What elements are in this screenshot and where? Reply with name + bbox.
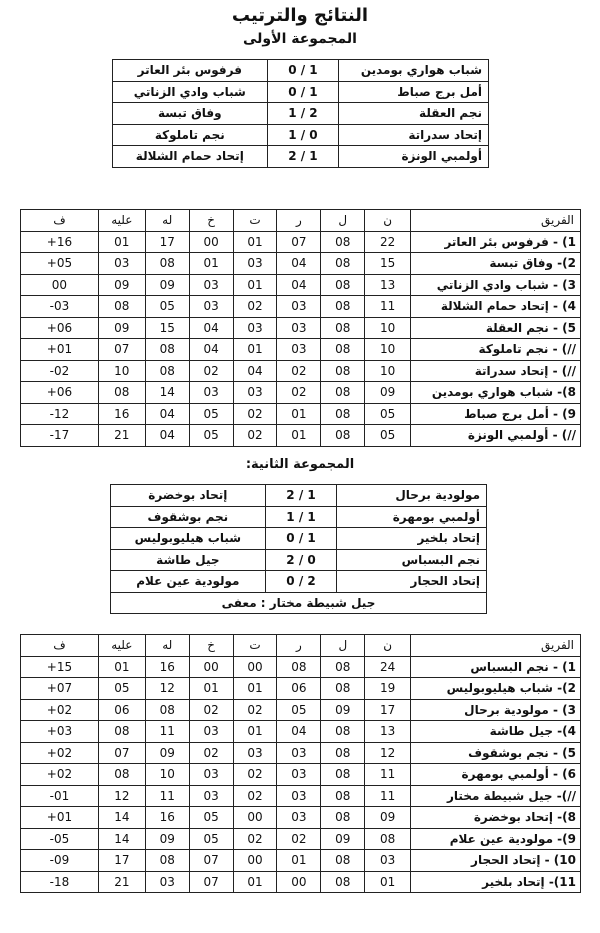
match-score: 2 / 0 — [265, 571, 337, 593]
won: 04 — [277, 721, 321, 743]
header-won: ر — [277, 635, 321, 657]
played: 08 — [321, 678, 365, 700]
drawn: 02 — [233, 403, 277, 425]
lost: 05 — [189, 807, 233, 829]
points: 15 — [365, 253, 411, 275]
match-row — [111, 506, 487, 528]
table-row — [21, 253, 581, 275]
points: 10 — [365, 317, 411, 339]
table-row — [21, 382, 581, 404]
goals-against: 09 — [98, 317, 145, 339]
match-score: 1 / 0 — [267, 60, 339, 82]
drawn: 00 — [233, 807, 277, 829]
goals-against: 09 — [98, 274, 145, 296]
drawn: 01 — [233, 871, 277, 893]
points: 11 — [365, 764, 411, 786]
lost: 04 — [189, 317, 233, 339]
table-row — [21, 274, 581, 296]
team-name: 2)- شباب هيليوبوليس — [411, 678, 581, 700]
team-name: 8)- إتحاد بوخضرة — [411, 807, 581, 829]
goal-difference: 15+ — [21, 656, 99, 678]
goal-difference: 03+ — [21, 721, 99, 743]
team-name: 8)- شباب هواري بومدين — [411, 382, 581, 404]
drawn: 01 — [233, 274, 277, 296]
won: 03 — [277, 296, 321, 318]
played: 08 — [321, 317, 365, 339]
home-team: نجم البسباس — [337, 549, 487, 571]
played: 08 — [321, 742, 365, 764]
team-name: 5) - نجم العقلة — [411, 317, 581, 339]
header-played: ل — [321, 210, 365, 232]
match-row — [111, 571, 487, 593]
lost: 03 — [189, 785, 233, 807]
header-points: ن — [365, 210, 411, 232]
points: 12 — [365, 742, 411, 764]
goals-against: 08 — [98, 721, 145, 743]
lost: 03 — [189, 764, 233, 786]
played: 08 — [321, 656, 365, 678]
table-row — [21, 721, 581, 743]
played: 08 — [321, 850, 365, 872]
page-title: النتائج والترتيب — [231, 5, 369, 26]
table-row — [21, 764, 581, 786]
points: 09 — [365, 382, 411, 404]
points: 11 — [365, 296, 411, 318]
goals-for: 09 — [145, 742, 189, 764]
goal-difference: 00 — [21, 274, 99, 296]
header-goals-against: عليه — [98, 210, 145, 232]
home-team: أولمبي الونزة — [339, 146, 489, 168]
match-score: 2 / 1 — [267, 103, 339, 125]
goals-against: 12 — [98, 785, 145, 807]
points: 09 — [365, 807, 411, 829]
goals-for: 09 — [145, 828, 189, 850]
team-name: 4) - إتحاد حمام الشلالة — [411, 296, 581, 318]
standings-header-row — [21, 635, 581, 657]
goal-difference: 09- — [21, 850, 99, 872]
team-name: 9) - أمل برج صباط — [411, 403, 581, 425]
goals-against: 06 — [98, 699, 145, 721]
exempt-note: جيل شبيطة مختار : معفى — [111, 592, 487, 614]
won: 08 — [277, 656, 321, 678]
drawn: 03 — [233, 317, 277, 339]
goal-difference: 05+ — [21, 253, 99, 275]
goals-for: 16 — [145, 656, 189, 678]
drawn: 02 — [233, 296, 277, 318]
goal-difference: 05- — [21, 828, 99, 850]
goals-against: 14 — [98, 828, 145, 850]
points: 01 — [365, 871, 411, 893]
table-row — [21, 296, 581, 318]
won: 02 — [277, 382, 321, 404]
header-goal-difference: ف — [21, 635, 99, 657]
points: 08 — [365, 828, 411, 850]
away-team: فرفوس بئر العاتر — [113, 60, 268, 82]
match-score: 1 / 0 — [265, 528, 337, 550]
won: 05 — [277, 699, 321, 721]
played: 08 — [321, 360, 365, 382]
goals-for: 15 — [145, 317, 189, 339]
goal-difference: 02+ — [21, 699, 99, 721]
points: 22 — [365, 231, 411, 253]
team-name: //) - أولمبي الونزة — [411, 425, 581, 447]
header-drawn: ت — [233, 635, 277, 657]
drawn: 03 — [233, 742, 277, 764]
lost: 01 — [189, 678, 233, 700]
won: 03 — [277, 317, 321, 339]
table-row — [21, 403, 581, 425]
lost: 03 — [189, 382, 233, 404]
goal-difference: 17- — [21, 425, 99, 447]
match-score: 1 / 2 — [265, 485, 337, 507]
points: 13 — [365, 721, 411, 743]
goals-against: 08 — [98, 764, 145, 786]
lost: 02 — [189, 360, 233, 382]
played: 09 — [321, 828, 365, 850]
played: 08 — [321, 339, 365, 361]
played: 08 — [321, 403, 365, 425]
won: 02 — [277, 360, 321, 382]
drawn: 01 — [233, 231, 277, 253]
goal-difference: 06+ — [21, 317, 99, 339]
team-name: //) - نجم تاملوكة — [411, 339, 581, 361]
exempt-row — [111, 592, 487, 614]
header-goals-for: له — [145, 210, 189, 232]
played: 08 — [321, 721, 365, 743]
header-drawn: ت — [233, 210, 277, 232]
goal-difference: 18- — [21, 871, 99, 893]
goals-for: 09 — [145, 274, 189, 296]
away-team: نجم تاملوكة — [113, 124, 268, 146]
team-name: 10) - إتحاد الحجار — [411, 850, 581, 872]
table-row — [21, 339, 581, 361]
drawn: 01 — [233, 721, 277, 743]
away-team: نجم بوشقوف — [111, 506, 266, 528]
team-name: 11)- إتحاد بلخير — [411, 871, 581, 893]
goals-for: 05 — [145, 296, 189, 318]
table-row — [21, 656, 581, 678]
played: 08 — [321, 785, 365, 807]
team-name: 4)- جيل طاشة — [411, 721, 581, 743]
home-team: نجم العقلة — [339, 103, 489, 125]
goals-against: 10 — [98, 360, 145, 382]
goals-for: 11 — [145, 785, 189, 807]
match-row — [113, 124, 489, 146]
goals-against: 14 — [98, 807, 145, 829]
goals-for: 08 — [145, 339, 189, 361]
goal-difference: 16+ — [21, 231, 99, 253]
won: 03 — [277, 807, 321, 829]
team-name: 2)- وفاق تبسة — [411, 253, 581, 275]
team-name: 9)- مولودية عين علام — [411, 828, 581, 850]
goals-for: 16 — [145, 807, 189, 829]
played: 08 — [321, 425, 365, 447]
match-row — [113, 60, 489, 82]
goals-for: 08 — [145, 699, 189, 721]
home-team: أولمبي بومهرة — [337, 506, 487, 528]
lost: 01 — [189, 253, 233, 275]
lost: 07 — [189, 871, 233, 893]
points: 05 — [365, 403, 411, 425]
goal-difference: 02+ — [21, 764, 99, 786]
home-team: إتحاد الحجار — [337, 571, 487, 593]
goals-for: 11 — [145, 721, 189, 743]
match-score: 0 / 1 — [267, 124, 339, 146]
group2-standings-table — [20, 634, 581, 893]
goals-against: 01 — [98, 231, 145, 253]
goals-for: 10 — [145, 764, 189, 786]
away-team: شباب هيليوبوليس — [111, 528, 266, 550]
group1-standings-table — [20, 209, 581, 447]
header-goals-for: له — [145, 635, 189, 657]
lost: 00 — [189, 231, 233, 253]
group2-results-table — [110, 484, 487, 614]
lost: 05 — [189, 403, 233, 425]
team-name: 6) - أولمبي بومهرة — [411, 764, 581, 786]
goals-against: 08 — [98, 382, 145, 404]
table-row — [21, 425, 581, 447]
table-row — [21, 807, 581, 829]
home-team: شباب هواري بومدين — [339, 60, 489, 82]
away-team: شباب وادي الزناتي — [113, 81, 268, 103]
drawn: 03 — [233, 382, 277, 404]
goals-for: 03 — [145, 871, 189, 893]
table-row — [21, 742, 581, 764]
played: 08 — [321, 871, 365, 893]
won: 03 — [277, 785, 321, 807]
points: 11 — [365, 785, 411, 807]
group1-results-table — [112, 59, 489, 168]
lost: 05 — [189, 425, 233, 447]
group2-title: المجموعة الثانية: — [245, 457, 355, 472]
away-team: إتحاد حمام الشلالة — [113, 146, 268, 168]
points: 10 — [365, 360, 411, 382]
goals-against: 03 — [98, 253, 145, 275]
drawn: 01 — [233, 339, 277, 361]
table-row — [21, 360, 581, 382]
table-row — [21, 699, 581, 721]
won: 03 — [277, 764, 321, 786]
match-row — [113, 146, 489, 168]
match-score: 1 / 2 — [267, 146, 339, 168]
header-points: ن — [365, 635, 411, 657]
goal-difference: 12- — [21, 403, 99, 425]
goal-difference: 01+ — [21, 807, 99, 829]
drawn: 02 — [233, 425, 277, 447]
table-row — [21, 785, 581, 807]
goals-against: 21 — [98, 425, 145, 447]
match-score: 1 / 1 — [265, 506, 337, 528]
played: 08 — [321, 253, 365, 275]
team-name: //)- جيل شبيطة مختار — [411, 785, 581, 807]
team-name: 3) - شباب وادي الزناتي — [411, 274, 581, 296]
header-team-name: الفريق — [411, 210, 581, 232]
home-team: مولودية برحال — [337, 485, 487, 507]
played: 09 — [321, 699, 365, 721]
goals-for: 12 — [145, 678, 189, 700]
drawn: 02 — [233, 764, 277, 786]
goals-for: 14 — [145, 382, 189, 404]
goals-for: 08 — [145, 253, 189, 275]
drawn: 00 — [233, 656, 277, 678]
lost: 00 — [189, 656, 233, 678]
drawn: 01 — [233, 678, 277, 700]
match-row — [111, 528, 487, 550]
drawn: 03 — [233, 253, 277, 275]
won: 03 — [277, 339, 321, 361]
match-row — [111, 485, 487, 507]
goals-for: 04 — [145, 425, 189, 447]
standings-header-row — [21, 210, 581, 232]
points: 13 — [365, 274, 411, 296]
group1-title: المجموعة الأولى — [243, 31, 357, 47]
won: 00 — [277, 871, 321, 893]
goals-against: 07 — [98, 742, 145, 764]
goals-against: 08 — [98, 296, 145, 318]
points: 24 — [365, 656, 411, 678]
team-name: 1) - فرفوس بئر العاتر — [411, 231, 581, 253]
match-row — [113, 81, 489, 103]
lost: 05 — [189, 828, 233, 850]
goal-difference: 01+ — [21, 339, 99, 361]
points: 17 — [365, 699, 411, 721]
table-row — [21, 850, 581, 872]
away-team: مولودية عين علام — [111, 571, 266, 593]
table-row — [21, 231, 581, 253]
match-row — [113, 103, 489, 125]
points: 19 — [365, 678, 411, 700]
lost: 04 — [189, 339, 233, 361]
played: 08 — [321, 274, 365, 296]
played: 08 — [321, 382, 365, 404]
header-lost: خ — [189, 635, 233, 657]
played: 08 — [321, 296, 365, 318]
goals-for: 08 — [145, 850, 189, 872]
lost: 03 — [189, 721, 233, 743]
drawn: 02 — [233, 699, 277, 721]
goal-difference: 06+ — [21, 382, 99, 404]
team-name: 1) - نجم البسباس — [411, 656, 581, 678]
goal-difference: 02+ — [21, 742, 99, 764]
header-lost: خ — [189, 210, 233, 232]
drawn: 02 — [233, 828, 277, 850]
won: 07 — [277, 231, 321, 253]
drawn: 04 — [233, 360, 277, 382]
table-row — [21, 871, 581, 893]
lost: 07 — [189, 850, 233, 872]
lost: 03 — [189, 274, 233, 296]
played: 08 — [321, 807, 365, 829]
away-team: جيل طاشة — [111, 549, 266, 571]
drawn: 00 — [233, 850, 277, 872]
won: 01 — [277, 425, 321, 447]
played: 08 — [321, 231, 365, 253]
won: 04 — [277, 253, 321, 275]
won: 06 — [277, 678, 321, 700]
goals-against: 01 — [98, 656, 145, 678]
points: 05 — [365, 425, 411, 447]
goals-against: 21 — [98, 871, 145, 893]
match-row — [111, 549, 487, 571]
home-team: إتحاد سدراتة — [339, 124, 489, 146]
header-team-name: الفريق — [411, 635, 581, 657]
home-team: أمل برج صباط — [339, 81, 489, 103]
goal-difference: 01- — [21, 785, 99, 807]
lost: 02 — [189, 699, 233, 721]
won: 04 — [277, 274, 321, 296]
goals-against: 16 — [98, 403, 145, 425]
lost: 03 — [189, 296, 233, 318]
goals-against: 17 — [98, 850, 145, 872]
goals-for: 04 — [145, 403, 189, 425]
header-played: ل — [321, 635, 365, 657]
team-name: //) - إتحاد سدراتة — [411, 360, 581, 382]
points: 03 — [365, 850, 411, 872]
goal-difference: 07+ — [21, 678, 99, 700]
header-won: ر — [277, 210, 321, 232]
goals-for: 17 — [145, 231, 189, 253]
drawn: 02 — [233, 785, 277, 807]
away-team: وفاق تبسة — [113, 103, 268, 125]
table-row — [21, 828, 581, 850]
header-goals-against: عليه — [98, 635, 145, 657]
lost: 02 — [189, 742, 233, 764]
goals-against: 05 — [98, 678, 145, 700]
won: 02 — [277, 828, 321, 850]
goal-difference: 02- — [21, 360, 99, 382]
won: 01 — [277, 850, 321, 872]
match-score: 1 / 0 — [267, 81, 339, 103]
home-team: إتحاد بلخير — [337, 528, 487, 550]
header-goal-difference: ف — [21, 210, 99, 232]
won: 01 — [277, 403, 321, 425]
goal-difference: 03- — [21, 296, 99, 318]
table-row — [21, 317, 581, 339]
goals-for: 08 — [145, 360, 189, 382]
team-name: 5) - نجم بوشقوف — [411, 742, 581, 764]
points: 10 — [365, 339, 411, 361]
away-team: إتحاد بوخضرة — [111, 485, 266, 507]
goals-against: 07 — [98, 339, 145, 361]
match-score: 0 / 2 — [265, 549, 337, 571]
won: 03 — [277, 742, 321, 764]
table-row — [21, 678, 581, 700]
team-name: 3) - مولودية برحال — [411, 699, 581, 721]
played: 08 — [321, 764, 365, 786]
